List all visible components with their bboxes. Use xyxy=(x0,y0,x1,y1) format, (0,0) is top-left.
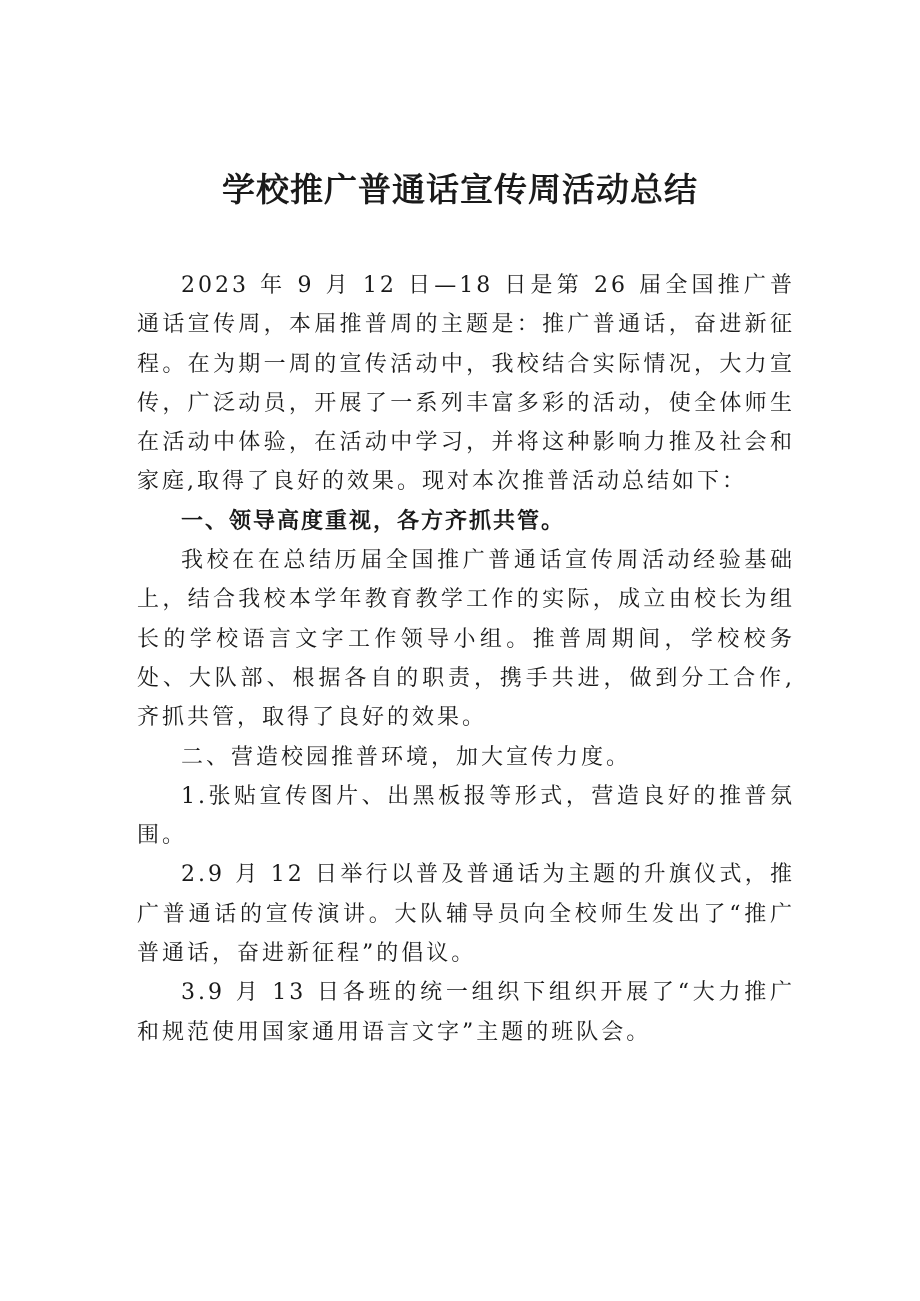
paragraph-leadership: 我校在在总结历届全国推广普通话宣传周活动经验基础上，结合我校本学年教育教学工作的实际，成立由校长为组长的学校语言文字工作领导小组。推普周期间，学校校务处、大队部、根据各自的职责，携手共进，做到分工合作,齐抓共管，取得了良好的效果。 xyxy=(137,548,795,731)
list-item-3: 3.9 月 13 日各班的统一组织下组织开展了“大力推广和规范使用国家通用语言文字”主题的班队会。 xyxy=(137,980,795,1045)
list-item-2: 2.9 月 12 日举行以普及普通话为主题的升旗仪式，推广普通话的宣传演讲。大队辅导员向全校师生发出了“推广普通话，奋进新征程”的倡议。 xyxy=(137,862,795,967)
paragraph-intro: 2023 年 9 月 12 日—18 日是第 26 届全国推广普通话宣传周，本届推普周的主题是：推广普通话，奋进新征程。在为期一周的宣传活动中，我校结合实际情况，大力宣传，广泛动员，开展了一系列丰富多彩的活动，使全体师生在活动中体验，在活动中学习，并将这种影响力推及社会和家庭,取得了良好的效果。现对本次推普活动总结如下： xyxy=(137,273,795,495)
section-heading-1: 一、领导高度重视，各方齐抓共管。 xyxy=(181,508,566,534)
document-body xyxy=(137,266,795,1052)
section-heading-2: 二、营造校园推普环境，加大宣传力度。 xyxy=(181,744,632,770)
list-item-1: 1.张贴宣传图片、出黑板报等形式，营造良好的推普氛围。 xyxy=(137,783,795,849)
document-title: 学校推广普通话宣传周活动总结 xyxy=(222,170,698,209)
